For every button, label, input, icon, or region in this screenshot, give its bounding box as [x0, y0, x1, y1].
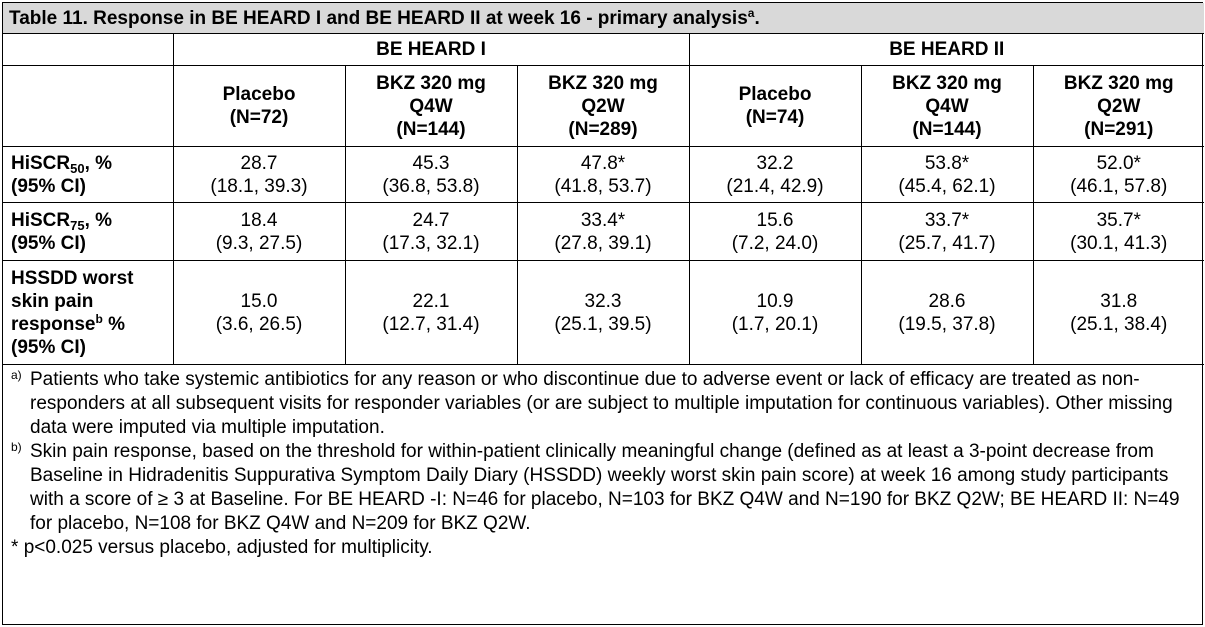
- table-row: [3, 203, 1204, 261]
- table-cell: 10.9 (1.7, 20.1): [689, 261, 861, 365]
- table-title: Table 11. Response in BE HEARD I and BE HEARD II at week 16 - primary analysis$^a$.: [3, 3, 1204, 34]
- results-table-container: [2, 2, 1203, 625]
- footnote-a: a) Patients who take systemic antibiotics for any reason or who discontinue due to adverse event or lack of efficacy are treated as non-responders at all subsequent visits for responder variables (or are subject to multiple imputation for continuous variables). Other missing data were imputed via multiple imputation.: [11, 368, 1173, 438]
- empty-corner: [3, 34, 173, 66]
- table-row: [3, 147, 1204, 203]
- table-cell: 53.8* (45.4, 62.1): [861, 147, 1033, 203]
- table-cell: 22.1 (12.7, 31.4): [345, 261, 517, 365]
- group-header-be-heard-1: BE HEARD I: [173, 34, 689, 66]
- row-label: HSSDD worst skin pain response$^b$ % (95% CI): [3, 261, 173, 365]
- empty-corner: [3, 66, 173, 147]
- column-header: BKZ 320 mg Q4W (N=144): [345, 66, 517, 147]
- table-cell: 31.8 (25.1, 38.4): [1033, 261, 1204, 365]
- table-cell: 52.0* (46.1, 57.8): [1033, 147, 1204, 203]
- table-cell: 35.7* (30.1, 41.3): [1033, 203, 1204, 261]
- column-header: BKZ 320 mg Q2W (N=291): [1033, 66, 1204, 147]
- table-cell: 32.2 (21.4, 42.9): [689, 147, 861, 203]
- footnotes: [3, 365, 1204, 565]
- table-cell: 28.7 (18.1, 39.3): [173, 147, 345, 203]
- table-cell: 33.7* (25.7, 41.7): [861, 203, 1033, 261]
- table-row: [3, 261, 1204, 365]
- column-header: Placebo (N=72): [173, 66, 345, 147]
- table-cell: 45.3 (36.8, 53.8): [345, 147, 517, 203]
- table-cell: 15.6 (7.2, 24.0): [689, 203, 861, 261]
- table-cell: 18.4 (9.3, 27.5): [173, 203, 345, 261]
- footnote-b: b) Skin pain response, based on the threshold for within-patient clinically meaningful change (defined as at least a 3-point decrease from Baseline in Hidradenitis Suppurativa Symptom Daily Diary (HSSDD) weekly worst skin pain score) at week 16 among study participants with a score of ≥ 3 at Baseline. For BE HEARD -I: N=46 for placebo, N=103 for BKZ Q4W and N=190 for BKZ Q2W; BE HEARD II: N=49 for placebo, N=108 for BKZ Q4W and N=209 for BKZ Q2W.: [11, 440, 1180, 534]
- column-header: Placebo (N=74): [689, 66, 861, 147]
- column-header: BKZ 320 mg Q4W (N=144): [861, 66, 1033, 147]
- results-table: [3, 3, 1204, 564]
- column-header: BKZ 320 mg Q2W (N=289): [517, 66, 689, 147]
- table-cell: 33.4* (27.8, 39.1): [517, 203, 689, 261]
- table-cell: 24.7 (17.3, 32.1): [345, 203, 517, 261]
- table-cell: 47.8* (41.8, 53.7): [517, 147, 689, 203]
- row-label: HiSCR$_{75}$, % (95% CI): [3, 203, 173, 261]
- group-header-be-heard-2: BE HEARD II: [689, 34, 1204, 66]
- table-cell: 15.0 (3.6, 26.5): [173, 261, 345, 365]
- table-cell: 28.6 (19.5, 37.8): [861, 261, 1033, 365]
- footnote-star: * p<0.025 versus placebo, adjusted for multiplicity.: [11, 537, 433, 558]
- row-label: HiSCR$_{50}$, % (95% CI): [3, 147, 173, 203]
- table-cell: 32.3 (25.1, 39.5): [517, 261, 689, 365]
